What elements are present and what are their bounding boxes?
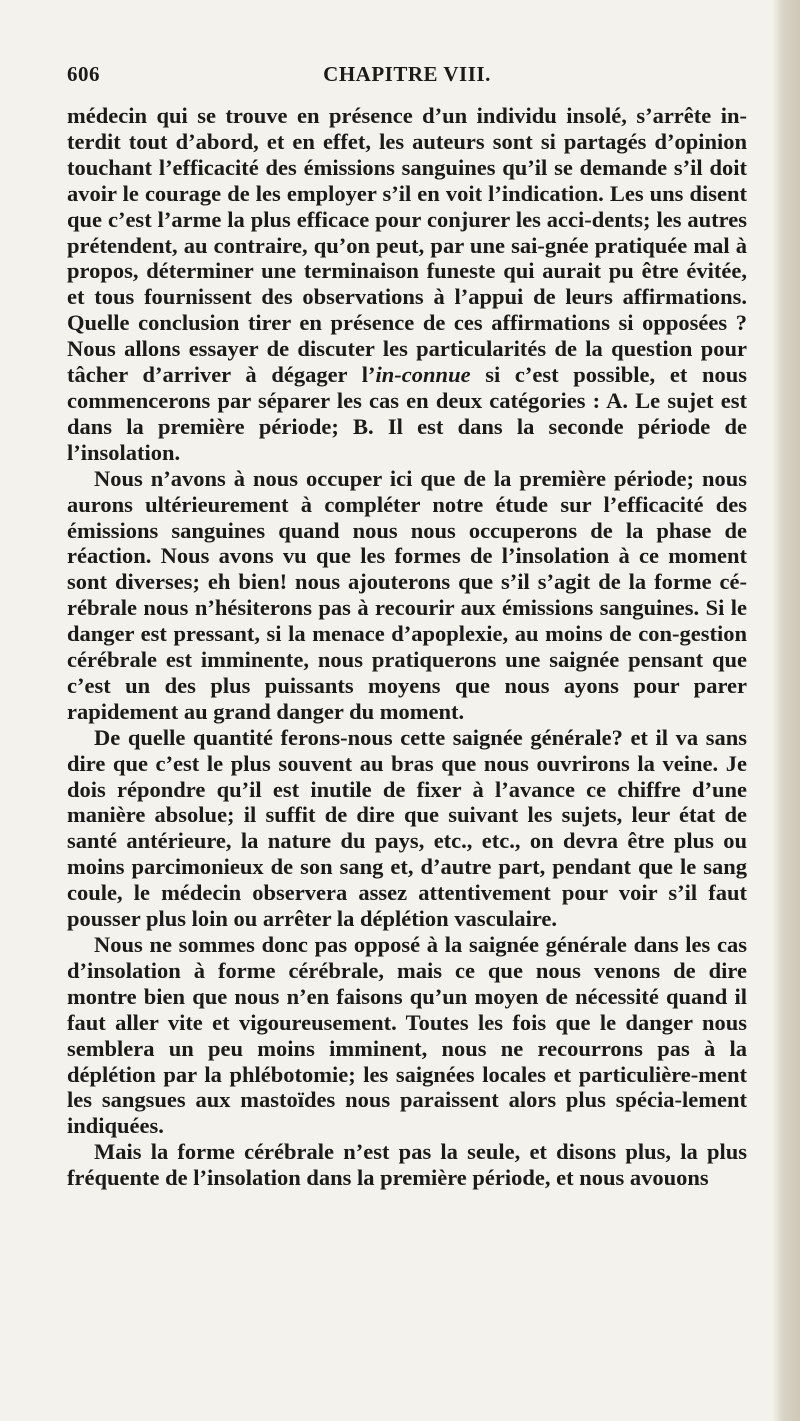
running-head: [67, 62, 747, 88]
paragraph-3: De quelle quantité ferons-nous cette saignée générale? et il va sans dire que c’est le plus souvent au bras que nous ouvrirons la veine. Je dois répondre qu’il est inutile de fixer à l’avance ce chiffre d’une manière absolue; il suffit de dire que suivant les sujets, leur état de santé antérieure, la nature du pays, etc., etc., on devra être plus ou moins parcimonieux de son sang et, d’autre part, pendant que le sang coule, le médecin observera assez attentivement pour voir s’il faut pousser plus loin ou arrêter la déplétion vasculaire.: [67, 724, 747, 932]
page-edge-shadow: [772, 0, 800, 1421]
paragraph-5: Mais la forme cérébrale n’est pas la seule, et disons plus, la plus fréquente de l’insolation dans la première période, et nous avouons: [67, 1139, 747, 1191]
page-number: 606: [67, 62, 100, 86]
paragraph-1-italic: in-connue: [375, 362, 471, 388]
paragraph-4: Nous ne sommes donc pas opposé à la saignée générale dans les cas d’insolation à forme cérébrale, mais ce que nous venons de dire montre bien que nous n’en faisons qu’un moyen de nécessité quand il faut aller vite et vigoureusement. Toutes les fois que le danger nous semblera un peu moins imminent, nous ne recourrons pas à la déplétion par la phlébotomie; les saignées locales et particulière-ment les sangsues aux mastoïdes nous paraissent alors plus spécia-lement indiquées.: [67, 932, 747, 1139]
body-text: [67, 103, 747, 1191]
paragraph-2: Nous n’avons à nous occuper ici que de la première période; nous aurons ultérieurement à compléter notre étude sur l’efficacité des émissions sanguines quand nous nous occuperons de la phase de réaction. Nous avons vu que les formes de l’insolation à ce moment sont diverses; eh bien! nous ajouterons que s’il s’agit de la forme cé-rébrale nous n’hésiterons pas à recourir aux émissions sanguines. Si le danger est pressant, si la menace d’apoplexie, au moins de con-gestion cérébrale est imminente, nous pratiquerons une saignée pensant que c’est un des plus puissants moyens que nous ayons pour parer rapidement au grand danger du moment.: [67, 465, 747, 724]
paragraph-1-text-b: si c’est possible, et nous commencerons par séparer les cas en deux catégories : A. Le sujet est dans la première période; B. Il est dans la seconde période de l’insolation.: [67, 362, 747, 465]
paragraph-1: [67, 103, 747, 466]
chapter-title: CHAPITRE VIII.: [323, 62, 491, 86]
paragraph-1-text-a: médecin qui se trouve en présence d’un individu insolé, s’arrête in-terdit tout d’abord, et en effet, les auteurs sont si partagés d’opinion touchant l’efficacité des émissions sanguines qu’il se demande s’il doit avoir le courage de les employer s’il en voit l’indication. Les uns disent que c’est l’arme la plus efficace pour conjurer les acci-dents; les autres prétendent, au contraire, qu’on peut, par une sai-gnée pratiquée mal à propos, déterminer une terminaison funeste qui aurait pu être évitée, et tous fournissent des observations à l’appui de leurs affirmations. Quelle conclusion tirer en présence de ces affirmations si opposées ? Nous allons essayer de discuter les particularités de la question pour tâcher d’arriver à dégager l’: [67, 103, 747, 388]
